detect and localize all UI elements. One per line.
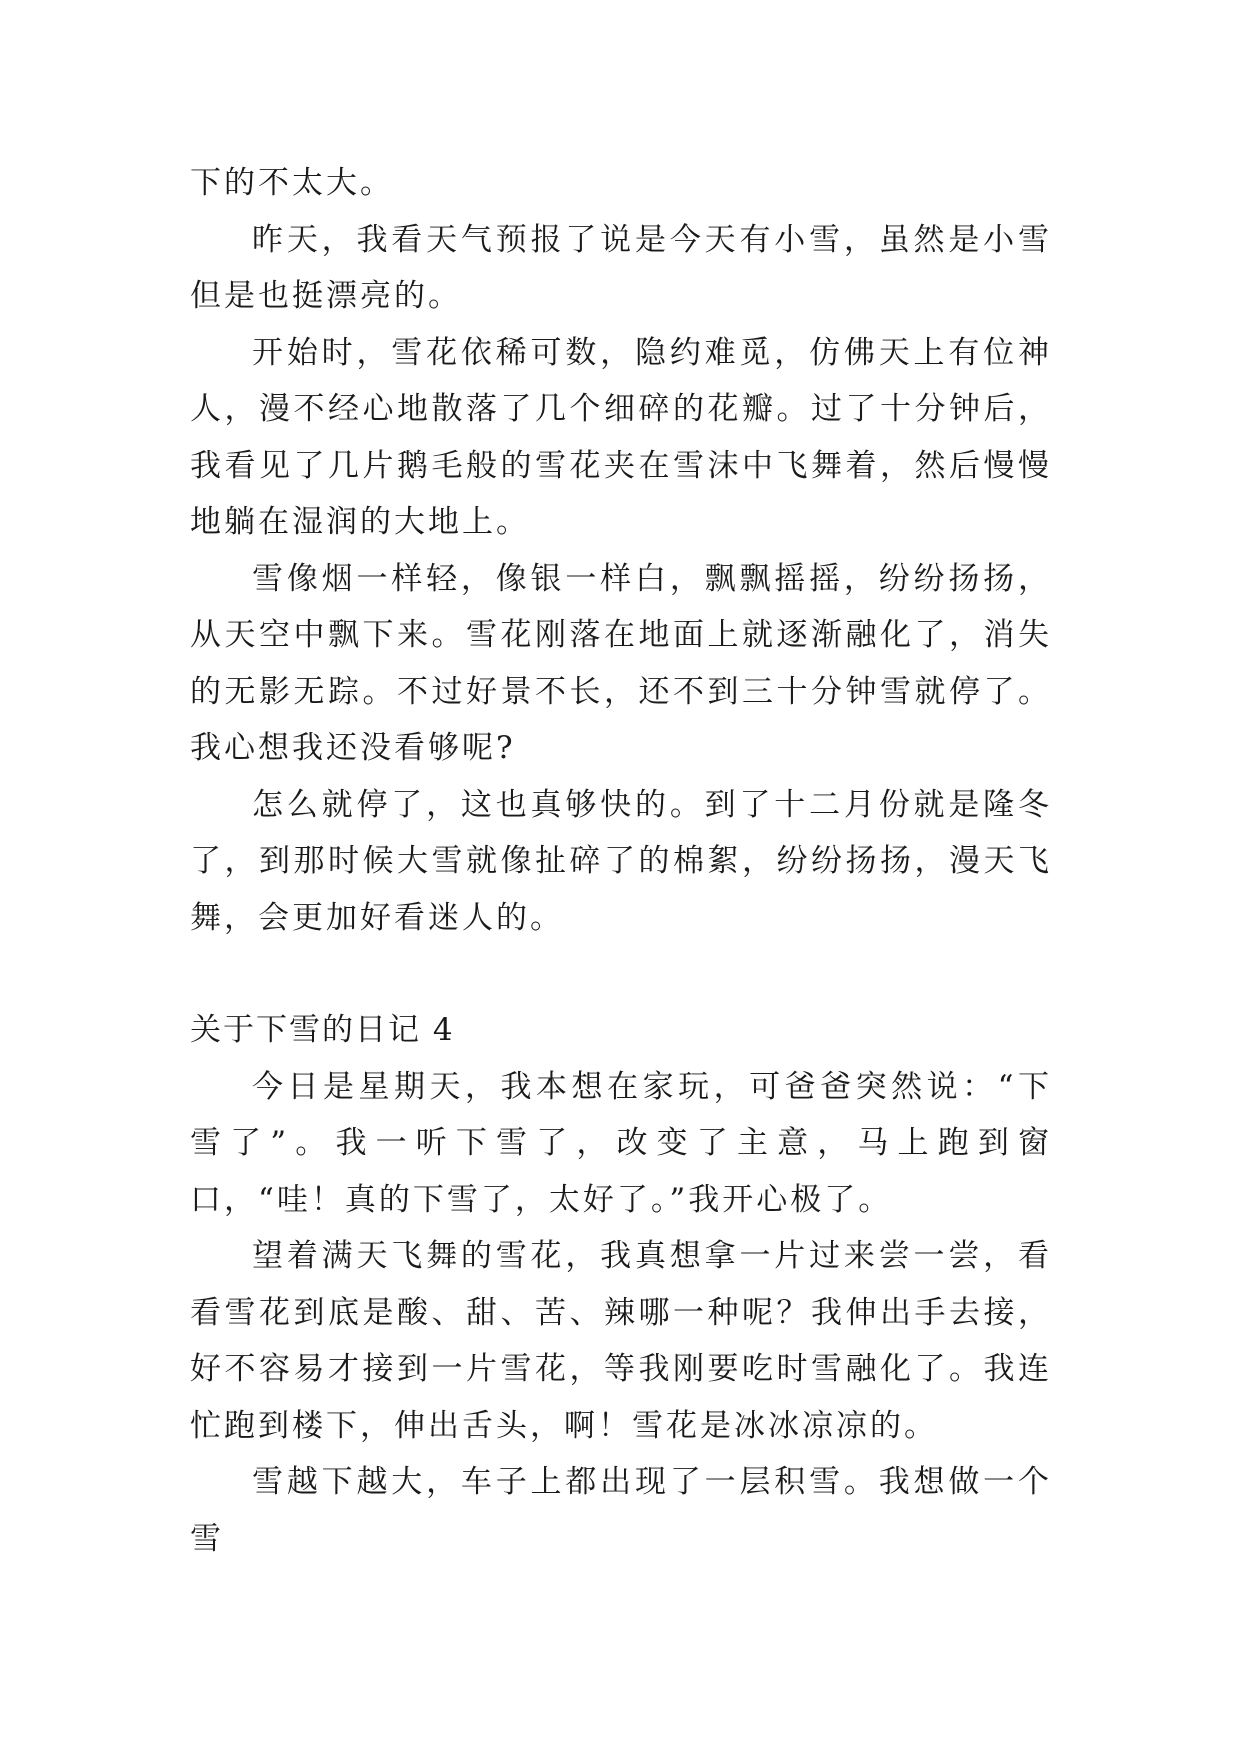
- document-page: [190, 155, 1052, 1567]
- paragraph: 雪越下越大，车子上都出现了一层积雪。我想做一个雪: [190, 1464, 1052, 1557]
- paragraph: 开始时，雪花依稀可数，隐约难觅，仿佛天上有位神人，漫不经心地散落了几个细碎的花瓣。过了十分钟后，我看见了几片鹅毛般的雪花夹在雪沫中飞舞着，然后慢慢地躺在湿润的大地上。: [190, 334, 1052, 540]
- paragraph: 雪像烟一样轻，像银一样白，飘飘摇摇，纷纷扬扬，从天空中飘下来。雪花刚落在地面上就逐渐融化了，消失的无影无踪。不过好景不长，还不到三十分钟雪就停了。我心想我还没看够呢?: [190, 560, 1052, 766]
- paragraph: 昨天，我看天气预报了说是今天有小雪，虽然是小雪但是也挺漂亮的。: [190, 221, 1052, 314]
- paragraph: 望着满天飞舞的雪花，我真想拿一片过来尝一尝，看看雪花到底是酸、甜、苦、辣哪一种呢？我伸出手去接，好不容易才接到一片雪花，等我刚要吃时雪融化了。我连忙跑到楼下，伸出舌头，啊！雪花是冰冰凉凉的。: [190, 1238, 1052, 1444]
- section-title: 关于下雪的日记 4: [190, 1012, 455, 1048]
- paragraph-continuation: 下的不太大。: [190, 165, 394, 201]
- paragraph: 怎么就停了，这也真够快的。到了十二月份就是隆冬了，到那时候大雪就像扯碎了的棉絮，纷纷扬扬，漫天飞舞，会更加好看迷人的。: [190, 786, 1052, 936]
- paragraph: 今日是星期天，我本想在家玩，可爸爸突然说：“下雪了”。我一听下雪了，改变了主意，马上跑到窗口，“哇！真的下雪了，太好了。”我开心极了。: [190, 1068, 1052, 1218]
